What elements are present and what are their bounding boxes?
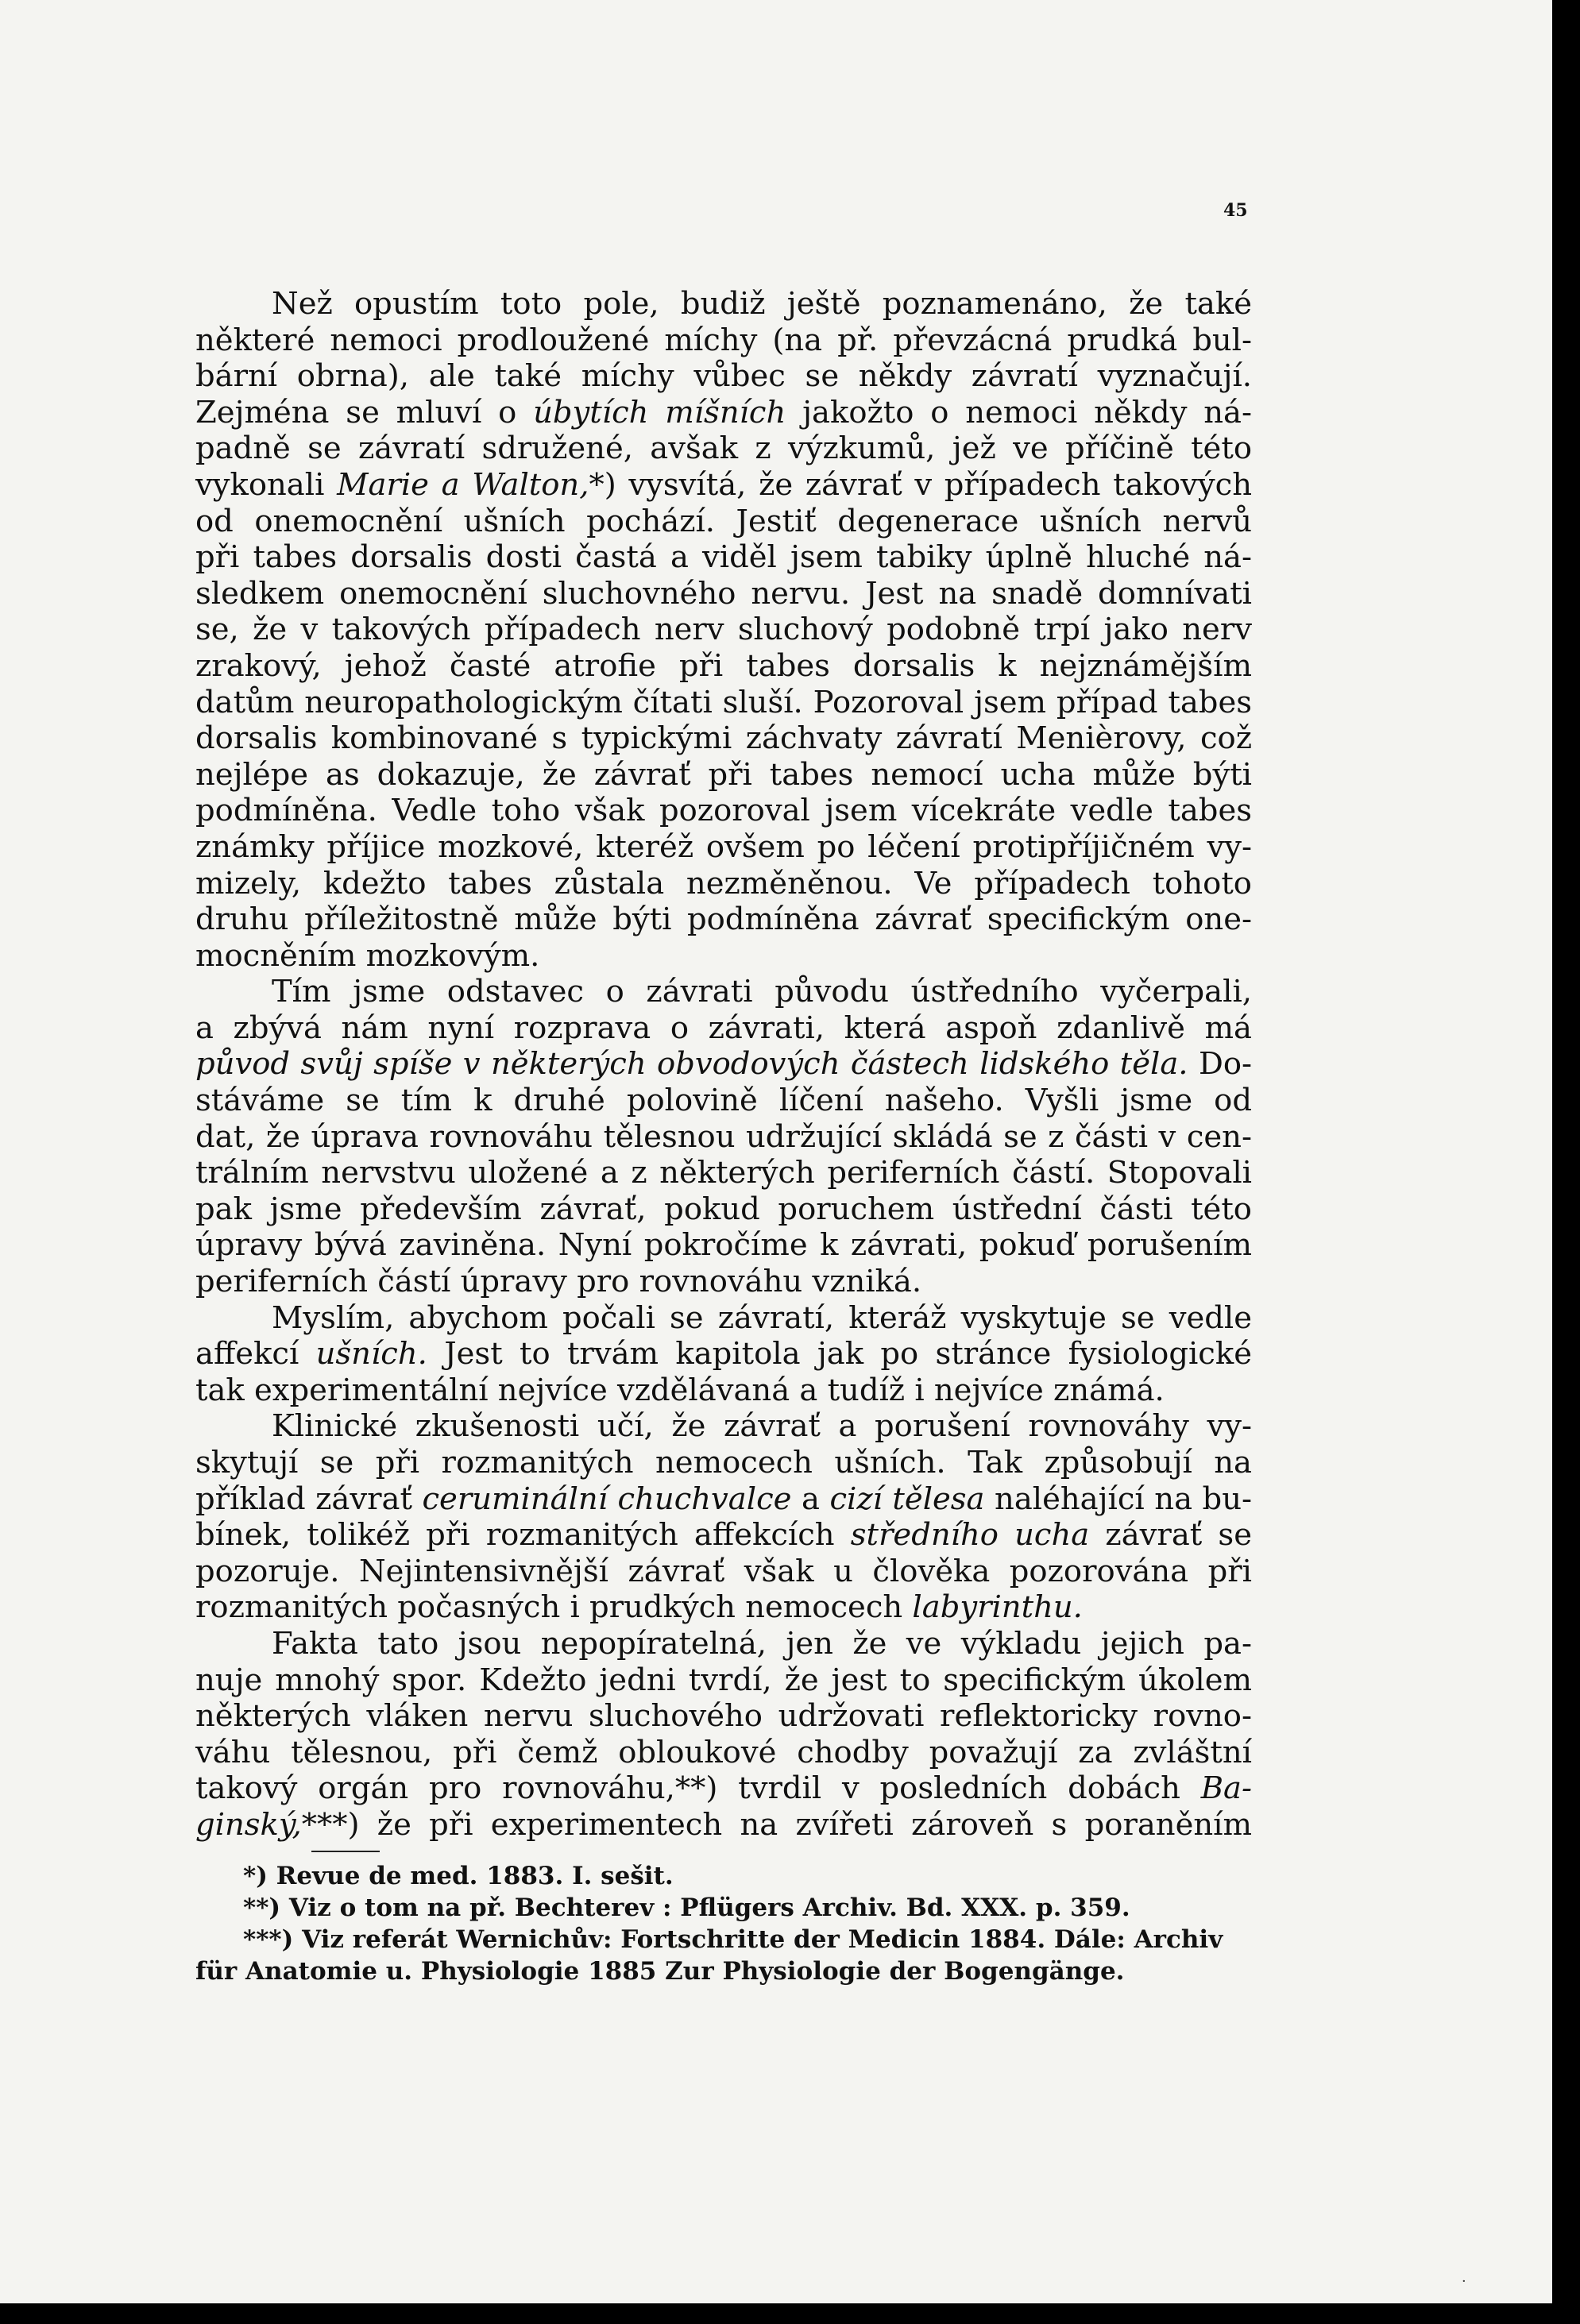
text-line (195, 757, 1252, 793)
text-segment: nuje mnohý spor. Kdežto jedni tvrdí, že jest to specifickým úkolem (195, 1662, 1252, 1698)
italic-text: ginský, (195, 1806, 302, 1843)
text-line (195, 938, 1252, 975)
text-segment: některé nemoci prodloužené míchy (na př. převzácná prudká bul- (195, 322, 1252, 358)
text-line (195, 1083, 1252, 1119)
text-line (195, 1481, 1252, 1518)
text-segment: bínek, tolikéž při rozmanitých affekcích (195, 1517, 851, 1554)
text-segment: některých vláken nervu sluchového udržovati reflektoricky rovno- (195, 1698, 1252, 1735)
text-line (195, 720, 1252, 757)
italic-text: labyrinthu. (912, 1589, 1083, 1626)
text-line (195, 1264, 1252, 1300)
text-line (195, 612, 1252, 648)
text-segment: jakožto o nemoci někdy ná- (786, 394, 1252, 430)
text-line (195, 1408, 1252, 1445)
italic-text: cizí tělesa (829, 1480, 985, 1517)
text-line (195, 1336, 1252, 1372)
footnote-line: ***) Viz referát Wernichův: Fortschritte der Medicin 1884. Dále: Archiv (243, 1925, 1223, 1954)
text-segment: rozmanitých počasných i prudkých nemocech (195, 1589, 913, 1626)
text-segment: Fakta tato jsou nepopíratelná, jen že ve výkladu jejich pa- (272, 1625, 1252, 1662)
text-line (195, 1227, 1252, 1264)
text-line (195, 866, 1252, 902)
text-segment: pozoruje. Nejintensivnější závrať však u člověka pozorována při (195, 1553, 1252, 1589)
footnotes (195, 1860, 1252, 1987)
text-segment: zrakový, jehož časté atrofie při tabes dorsalis k nejznámějším (195, 647, 1252, 684)
italic-text: ceruminální chuchvalce (422, 1480, 792, 1517)
text-segment: *) vysvítá, že závrať v případech takových (589, 466, 1253, 503)
text-line (195, 1046, 1252, 1083)
text-line (195, 1517, 1252, 1554)
text-line (195, 358, 1252, 395)
text-segment: při tabes dorsalis dosti častá a viděl jsem tabiky úplně hluché ná- (195, 539, 1252, 576)
text-segment: Myslím, abychom počali se závratí, kteráž vyskytuje se vedle (272, 1299, 1252, 1336)
footnote-line: **) Viz o tom na př. Bechterev : Pflügers Archiv. Bd. XXX. p. 359. (243, 1894, 1130, 1922)
text-segment: Klinické zkušenosti učí, že závrať a porušení rovnováhy vy- (272, 1408, 1252, 1445)
text-segment: dorsalis kombinované s typickými záchvaty závratí Menièrovy, což (195, 720, 1252, 757)
text-line (195, 1735, 1252, 1771)
text-segment: trálním nervstvu uložené a z některých periferních částí. Stopovali (195, 1155, 1252, 1191)
text-segment: vykonali (195, 466, 338, 503)
text-segment: pak jsme především závrať, pokud poruchem ústřední části této (195, 1191, 1252, 1227)
text-line (195, 1372, 1252, 1409)
text-line (195, 685, 1252, 721)
text-segment: a zbývá nám nyní rozprava o závrati, která aspoň zdanlivě má (195, 1010, 1252, 1046)
text-line (195, 430, 1252, 467)
text-segment: periferních částí úpravy pro rovnováhu vzniká. (195, 1264, 922, 1300)
body-text (195, 286, 1252, 1843)
text-line (195, 793, 1252, 829)
text-segment: padně se závratí sdružené, avšak z výzkumů, jež ve příčině této (195, 430, 1252, 467)
text-line (195, 1589, 1252, 1626)
text-segment: tak experimentální nejvíce vzdělávaná a tudíž i nejvíce známá. (195, 1372, 1165, 1408)
italic-text: středního ucha (850, 1517, 1090, 1554)
text-segment: affekcí (195, 1336, 316, 1372)
text-segment: mocněním mozkovým. (195, 937, 540, 974)
text-segment: stáváme se tím k druhé polovině líčení našeho. Vyšli jsme od (195, 1083, 1252, 1119)
text-line (195, 1155, 1252, 1191)
text-line (195, 648, 1252, 685)
text-line (195, 322, 1252, 359)
text-segment: Než opustím toto pole, budiž ještě poznamenáno, že také (272, 286, 1252, 322)
text-line (195, 504, 1252, 540)
footnote-separator (311, 1851, 380, 1852)
text-segment: bární obrna), ale také míchy vůbec se někdy závratí vyznačují. (195, 358, 1252, 395)
text-line (195, 395, 1252, 431)
text-line (195, 576, 1252, 612)
text-segment: úpravy bývá zaviněna. Nyní pokročíme k závrati, pokuď porušením (195, 1227, 1252, 1264)
text-segment: příklad závrať (195, 1480, 423, 1517)
text-line (195, 539, 1252, 576)
text-segment: váhu tělesnou, při čemž obloukové chodby považují za zvláštní (195, 1734, 1252, 1770)
text-segment: takový orgán pro rovnováhu,**) tvrdil v posledních dobách (195, 1770, 1201, 1807)
text-line (195, 829, 1252, 866)
text-segment: se, že v takových případech nerv sluchový podobně trpí jako nerv (195, 612, 1252, 648)
text-line (195, 1626, 1252, 1662)
text-segment: dat, že úprava rovnováhu tělesnou udržující skládá se z části v cen- (195, 1118, 1252, 1155)
text-line (195, 1300, 1252, 1337)
italic-text: Marie a Walton, (337, 466, 589, 503)
text-segment: ***) že při experimentech na zvířeti zároveň s poraněním (301, 1806, 1252, 1843)
text-segment: Zejména se mluví o (195, 394, 534, 430)
text-line (195, 901, 1252, 938)
italic-text: Ba- (1200, 1770, 1252, 1807)
text-segment: skytují se při rozmanitých nemocech ušních. Tak způsobují na (195, 1445, 1252, 1480)
text-line (195, 1445, 1252, 1481)
italic-text: původ svůj spíše v některých obvodových částech lidského těla. (195, 1046, 1188, 1083)
text-line (195, 286, 1252, 322)
text-line (195, 1119, 1252, 1156)
text-segment: sledkem onemocnění sluchovného nervu. Jest na snadě domnívati (195, 575, 1252, 612)
text-segment: Do- (1188, 1046, 1253, 1083)
text-segment: druhu příležitostně může býti podmíněna závrať specifickým one- (195, 901, 1252, 938)
text-segment: Tím jsme odstavec o závrati původu ústředního vyčerpali, (272, 974, 1252, 1010)
text-segment: datům neuropathologickým čítati sluší. Pozoroval jsem případ tabes (195, 684, 1252, 720)
text-line (195, 1770, 1252, 1807)
text-line (195, 1554, 1252, 1590)
italic-text: úbytích míšních (533, 394, 786, 430)
text-line (195, 1010, 1252, 1047)
text-segment: podmíněna. Vedle toho však pozoroval jsem vícekráte vedle tabes (195, 793, 1252, 829)
text-line (195, 1698, 1252, 1735)
text-segment: závrať se (1089, 1517, 1252, 1554)
page-number: 45 (1223, 200, 1248, 221)
footnote-line: *) Revue de med. 1883. I. sešit. (243, 1862, 674, 1890)
text-line (195, 974, 1252, 1010)
footnote-line: für Anatomie u. Physiologie 1885 Zur Physiologie der Bogengänge. (195, 1957, 1125, 1986)
text-segment: Jest to trvám kapitola jak po stránce fysiologické (427, 1336, 1252, 1372)
scan-mark: · (1462, 2273, 1466, 2290)
text-line (195, 1191, 1252, 1228)
text-line (195, 467, 1252, 504)
text-line (195, 1662, 1252, 1699)
text-segment: známky příjice mozkové, kteréž ovšem po léčení protipříjičném vy- (195, 828, 1252, 865)
text-segment: nejlépe as dokazuje, že závrať při tabes nemocí ucha může býti (195, 756, 1252, 793)
text-segment: od onemocnění ušních pochází. Jestiť degenerace ušních nervů (195, 503, 1252, 539)
text-segment: naléhající na bu- (984, 1480, 1252, 1517)
text-segment: mizely, kdežto tabes zůstala nezměněnou. Ve případech tohoto (195, 865, 1252, 901)
italic-text: ušních. (315, 1336, 427, 1372)
text-line (195, 1807, 1252, 1843)
text-segment: a (791, 1480, 830, 1517)
